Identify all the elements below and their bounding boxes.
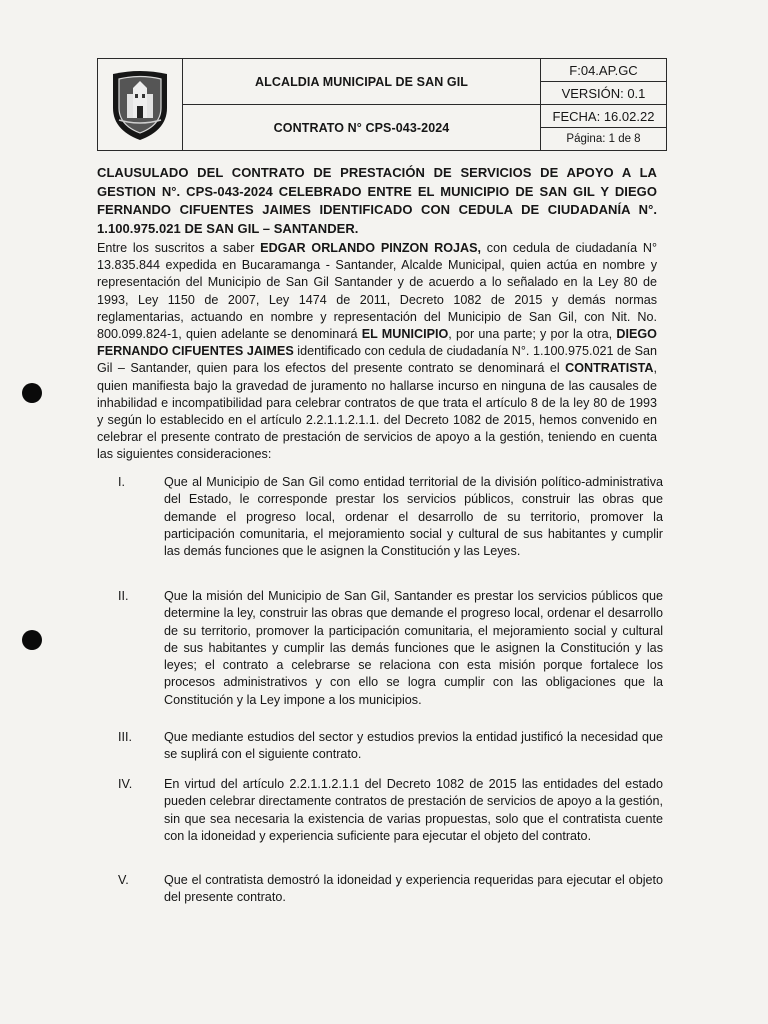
form-version: VERSIÓN: 0.1 bbox=[541, 82, 667, 105]
document-header bbox=[97, 58, 667, 151]
consideration-number: I. bbox=[118, 475, 125, 489]
mayor-name: EDGAR ORLANDO PINZON ROJAS, bbox=[260, 241, 482, 255]
punch-hole-bottom bbox=[22, 630, 42, 650]
punch-hole-top bbox=[22, 383, 42, 403]
intro-text-2: con cedula de ciudadanía N° 13.835.844 expedida en Bucaramanga - Santander, Alcalde Municipal, quien actúa en nombre y representación del Municipio de San Gil Santander y de acuerdo a lo señalado en la Ley 80 de 1993, Ley 1150 de 2007, Ley 1474 de 2011, Decreto 1082 de 2015 y demás normas reglamentarias, actuando en nombre y representación del Municipio de San Gil, con Nit. No. 800.099.824-1, quien adelante se denominará bbox=[97, 241, 657, 342]
intro-text-1: Entre los suscritos a saber bbox=[97, 241, 261, 255]
form-code: F:04.AP.GC bbox=[541, 59, 667, 82]
form-date: FECHA: 16.02.22 bbox=[541, 105, 667, 128]
contract-number: CONTRATO N° CPS-043-2024 bbox=[183, 105, 541, 151]
consideration-text: Que la misión del Municipio de San Gil, Santander es prestar los servicios públicos que determine la ley, construir las obras que demande el progreso local, ordenar el desarrollo de su territorio, promover la participación comunitaria, el mejoramiento social y cultural de sus habitantes y cumplir las demás funciones que le asignen la Constitución y las leyes; el contrato a celebrarse se relaciona con esta misión porque fortalece los procesos administrativos y con ello se logra cumplir con las obligaciones que la Constitución y la Ley impone a los municipios. bbox=[164, 589, 663, 707]
consideration-number: II. bbox=[118, 589, 129, 603]
municipio-term: EL MUNICIPIO bbox=[361, 327, 449, 342]
consideration-number: V. bbox=[118, 873, 129, 887]
page-number: Página: 1 de 8 bbox=[541, 128, 667, 151]
contractor-name: DIEGO FERNANDO CIFUENTES JAIMES bbox=[97, 327, 657, 359]
consideration-item bbox=[118, 588, 663, 709]
intro-text-5: , quien manifiesta bajo la gravedad de juramento no hallarse incurso en ninguna de las causales de inhabilidad e incompatibilidad para celebrar contratos de que trata el artículo 8 de la ley 80 de 1993 y según lo establecido en el artículo 2.2.1.1.2.1.1. del Decreto 1082 de 2015, hemos convenido en celebrar el presente contrato de prestación de servicios de apoyo a la gestión, teniendo en cuenta las siguientes consideraciones: bbox=[97, 361, 657, 462]
consideration-text: En virtud del artículo 2.2.1.1.2.1.1 del Decreto 1082 de 2015 las entidades del estado pueden celebrar directamente contratos de prestación de servicios de apoyo a la gestión, sin que sea necesaria la existencia de varias propuestas, solo que el contratista cuente con la idoneidad y experiencia suficiente para ejecutar el objeto del contrato. bbox=[164, 777, 663, 843]
consideration-text: Que al Municipio de San Gil como entidad territorial de la división político-administrativa del Estado, le corresponde prestar los servicios públicos, construir las obras que demande el progreso local, ordenar el desarrollo de su territorio, promover la participación comunitaria, el mejoramiento social y cultural de sus habitantes y cumplir las demás funciones que le asignen la Constitución y las Leyes. bbox=[164, 475, 663, 559]
logo-cell bbox=[98, 59, 183, 151]
entity-name: ALCALDIA MUNICIPAL DE SAN GIL bbox=[183, 59, 541, 105]
consideration-text: Que el contratista demostró la idoneidad y experiencia requeridas para ejecutar el objeto del presente contrato. bbox=[164, 873, 663, 905]
consideration-text: Que mediante estudios del sector y estudios previos la entidad justificó la necesidad que se suplirá con el siguiente contrato. bbox=[164, 730, 663, 762]
consideration-number: IV. bbox=[118, 777, 133, 791]
intro-text-4: identificado con cedula de ciudadanía N°. 1.100.975.021 de San Gil – Santander, quien para los efectos del presente contrato se denominará el bbox=[97, 344, 657, 376]
consideration-item bbox=[118, 872, 663, 907]
document-title: CLAUSULADO DEL CONTRATO DE PRESTACIÓN DE SERVICIOS DE APOYO A LA GESTION N°. CPS-043-2024 CELEBRADO ENTRE EL MUNICIPIO DE SAN GIL Y DIEGO FERNANDO CIFUENTES JAIMES IDENTIFICADO CON CEDULA DE CIUDADANÍA N°. 1.100.975.021 DE SAN GIL – SANTANDER. bbox=[97, 165, 657, 236]
consideration-item bbox=[118, 776, 663, 845]
consideration-item bbox=[118, 729, 663, 764]
consideration-item bbox=[118, 474, 663, 560]
consideration-number: III. bbox=[118, 730, 132, 744]
contratista-term: CONTRATISTA bbox=[565, 361, 654, 376]
intro-paragraph bbox=[97, 240, 657, 464]
municipal-crest-icon bbox=[107, 68, 173, 142]
intro-text-3: , por una parte; y por la otra, bbox=[448, 327, 617, 342]
